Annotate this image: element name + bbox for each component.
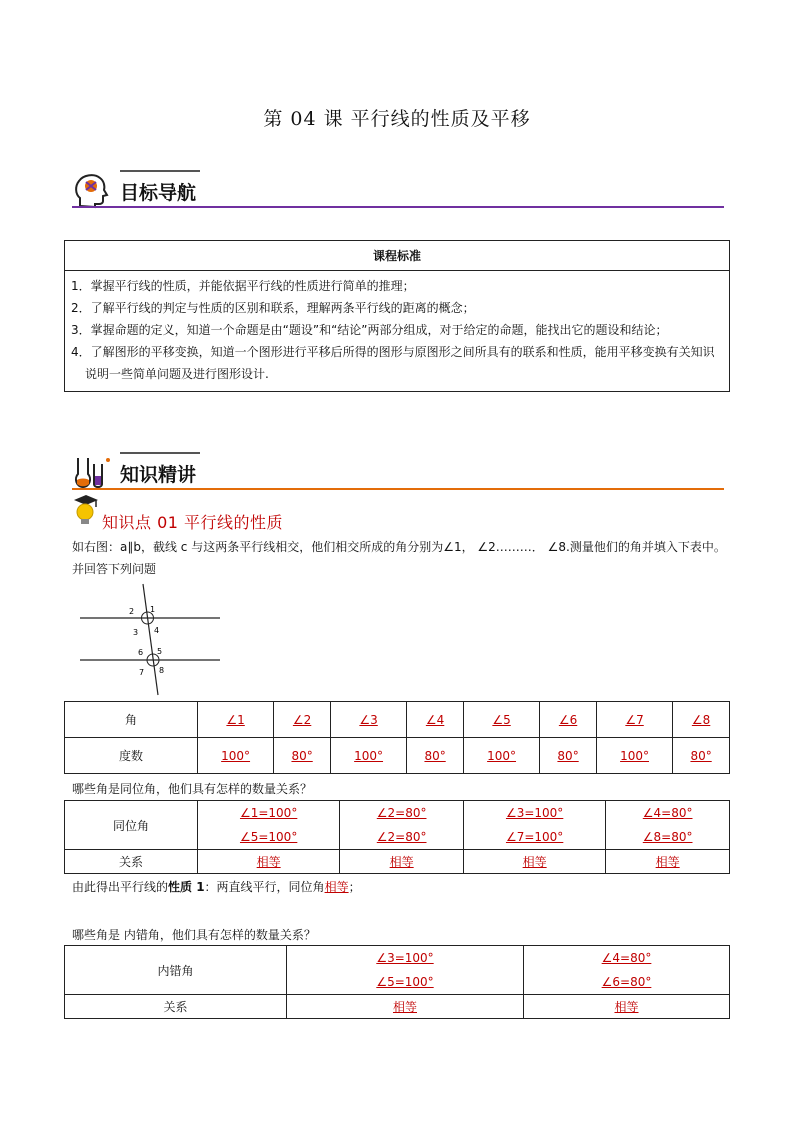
pair-value: ∠6=80° bbox=[601, 975, 652, 989]
property-prefix: 由此得出平行线的 bbox=[72, 880, 169, 894]
flask-icon bbox=[72, 454, 112, 490]
question-corresponding: 哪些角是同位角，他们具有怎样的数量关系？ bbox=[72, 782, 313, 796]
pair-value: ∠2=80° bbox=[376, 806, 427, 820]
section-underline bbox=[72, 206, 724, 208]
section-title: 知识精讲 bbox=[120, 464, 197, 486]
section-knowledge bbox=[72, 452, 724, 494]
relation-value: 相等 bbox=[392, 1000, 417, 1014]
property-answer: 相等 bbox=[324, 880, 349, 894]
section-title: 目标导航 bbox=[120, 182, 197, 204]
standard-item: 2．了解平行线的判定与性质的区别和联系，理解两条平行线的距离的概念； bbox=[71, 301, 475, 315]
angle-label: 1 bbox=[150, 605, 156, 614]
page-title: 第 04 课 平行线的性质及平移 bbox=[263, 108, 531, 130]
standard-body bbox=[65, 271, 730, 392]
pair-value: ∠8=80° bbox=[642, 830, 693, 844]
relation-value: 相等 bbox=[389, 855, 414, 869]
pair-value: ∠1=100° bbox=[239, 806, 298, 820]
pair-value: ∠4=80° bbox=[601, 951, 652, 965]
knowledge-point-title: 知识点 01 平行线的性质 bbox=[102, 513, 284, 532]
relation-value: 相等 bbox=[655, 855, 680, 869]
pair-value: ∠7=100° bbox=[505, 830, 564, 844]
relation-value: 相等 bbox=[256, 855, 281, 869]
row-head: 关系 bbox=[65, 850, 198, 874]
pair-value: ∠2=80° bbox=[376, 830, 427, 844]
property-label: 性质 1 bbox=[168, 880, 205, 894]
angle-cell: ∠3 bbox=[359, 712, 378, 727]
degree-cell: 100° bbox=[221, 748, 251, 763]
brain-head-icon bbox=[72, 172, 112, 208]
section-underline bbox=[72, 488, 724, 490]
header-rule bbox=[120, 170, 200, 172]
standard-item: 4．了解图形的平移变换，知道一个图形进行平移后所得的图形与原图形之间所具有的联系和性质，能用平移变换有关知识说明一些简单问题及进行图形设计. bbox=[71, 345, 715, 381]
lightbulb-graduate-icon bbox=[70, 492, 100, 526]
standard-item: 3．掌握命题的定义，知道一个命题是由“题设”和“结论”两部分组成，对于给定的命题，能找出它的题设和结论； bbox=[71, 323, 668, 337]
degree-cell: 100° bbox=[487, 748, 517, 763]
parallel-lines-figure bbox=[78, 582, 223, 697]
row-head: 同位角 bbox=[65, 801, 198, 850]
angle-label: 4 bbox=[154, 626, 160, 635]
row-head: 关系 bbox=[65, 995, 287, 1019]
corresponding-angles-table bbox=[64, 800, 730, 874]
pair-value: ∠3=100° bbox=[376, 951, 434, 965]
angle-label: 5 bbox=[157, 647, 163, 656]
header-rule bbox=[120, 452, 200, 454]
degree-cell: 100° bbox=[354, 748, 384, 763]
angle-measure-table bbox=[64, 701, 730, 774]
row-head: 内错角 bbox=[65, 946, 287, 995]
question-alternate: 哪些角是 内错角，他们具有怎样的数量关系？ bbox=[72, 928, 316, 942]
pair-value: ∠5=100° bbox=[376, 975, 434, 989]
angle-label: 8 bbox=[159, 666, 165, 675]
alternate-angles-table bbox=[64, 945, 730, 1019]
standard-item: 1．掌握平行线的性质，并能依据平行线的性质进行简单的推理； bbox=[71, 279, 415, 293]
property-text: ：两直线平行，同位角 bbox=[204, 880, 325, 894]
pair-value: ∠5=100° bbox=[239, 830, 298, 844]
row-head: 度数 bbox=[65, 738, 198, 774]
pair-value: ∠3=100° bbox=[505, 806, 564, 820]
angle-cell: ∠5 bbox=[492, 712, 511, 727]
property-1 bbox=[72, 876, 732, 898]
angle-cell: ∠7 bbox=[625, 712, 644, 727]
degree-cell: 80° bbox=[291, 748, 313, 763]
angle-cell: ∠6 bbox=[558, 712, 578, 727]
intro-paragraph: 如右图：a∥b，截线 c 与这两条平行线相交，他们相交所成的角分别为∠1， ∠2………． ∠8.测量他们的角并填入下表中。并回答下列问题 bbox=[72, 540, 726, 576]
course-standard-table bbox=[64, 240, 730, 392]
angle-label: 7 bbox=[139, 668, 145, 677]
angle-cell: ∠8 bbox=[691, 712, 711, 727]
relation-value: 相等 bbox=[522, 855, 547, 869]
angle-label: 6 bbox=[138, 648, 144, 657]
degree-cell: 100° bbox=[620, 748, 649, 763]
degree-cell: 80° bbox=[690, 748, 712, 763]
angle-cell: ∠4 bbox=[425, 712, 445, 727]
property-suffix: ； bbox=[348, 880, 361, 894]
degree-cell: 80° bbox=[424, 748, 446, 763]
row-head: 角 bbox=[65, 702, 198, 738]
angle-label: 3 bbox=[133, 628, 139, 637]
angle-label: 2 bbox=[129, 607, 135, 616]
angle-cell: ∠2 bbox=[292, 712, 312, 727]
standard-header: 课程标准 bbox=[65, 241, 730, 271]
relation-value: 相等 bbox=[614, 1000, 639, 1014]
degree-cell: 80° bbox=[557, 748, 579, 763]
pair-value: ∠4=80° bbox=[642, 806, 693, 820]
section-goals bbox=[72, 170, 724, 212]
angle-cell: ∠1 bbox=[226, 712, 245, 727]
